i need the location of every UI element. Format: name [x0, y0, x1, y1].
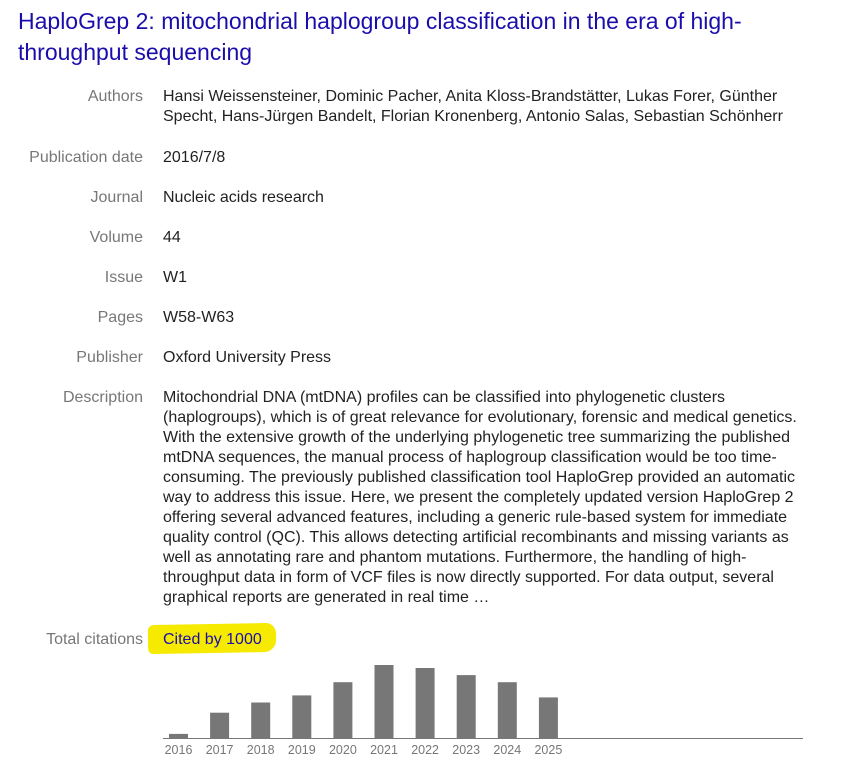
- pages-label: Pages: [97, 309, 143, 326]
- authors-label: Authors: [87, 88, 143, 105]
- citation-bar-2020[interactable]: [333, 682, 352, 738]
- year-label-2018: 2018: [246, 743, 275, 757]
- citation-bar-2016[interactable]: [169, 734, 188, 738]
- citation-bar-2025[interactable]: [539, 697, 558, 738]
- citation-bar-2019[interactable]: [292, 695, 311, 738]
- year-label-2016: 2016: [164, 743, 193, 757]
- volume-label: Volume: [89, 229, 143, 246]
- description-value: Mitochondrial DNA (mtDNA) profiles can be classified into phylogenetic clusters (haplogroups), which is of great relevance for evolutionary, forensic and medical genetics. With the extensive growth of the underlying phylogenetic tree summarizing the published mtDNA sequences, the manual process of haplogroup classification would be too time-consuming. The previously published classification tool HaploGrep provided an automatic way to address this issue. Here, we present the completely updated version HaploGrep 2 offering several advanced features, including a generic rule-based system for immediate quality control (QC). This allows detecting artificial recombinants and missing variants as well as annotating rare and phantom mutations. Furthermore, the handling of high-throughput data in form of VCF files is now directly supported. For data output, several graphical reports are generated in real time …: [163, 389, 797, 606]
- pages-value: W58-W63: [163, 309, 235, 326]
- publication-date-label: Publication date: [29, 149, 143, 166]
- publisher-label: Publisher: [76, 349, 143, 366]
- year-label-2021: 2021: [370, 743, 398, 757]
- year-label-2025: 2025: [534, 743, 563, 757]
- citation-bar-2023[interactable]: [457, 675, 476, 738]
- article-title-link[interactable]: HaploGrep 2: mitochondrial haplogroup classification in the era of high-throughput sequencing: [18, 8, 742, 65]
- publication-date-value: 2016/7/8: [163, 149, 226, 166]
- journal-label: Journal: [90, 189, 143, 206]
- citation-bar-2022[interactable]: [416, 668, 435, 738]
- total-citations-label: Total citations: [46, 631, 143, 648]
- issue-value: W1: [163, 269, 187, 286]
- year-label-2020: 2020: [328, 743, 357, 757]
- year-label-2019: 2019: [287, 743, 316, 757]
- publisher-value: Oxford University Press: [163, 349, 332, 366]
- year-label-2023: 2023: [452, 743, 481, 757]
- issue-label: Issue: [104, 269, 143, 286]
- authors-value: Hansi Weissensteiner, Dominic Pacher, Anita Kloss-Brandstätter, Lukas Forer, Günther Specht, Hans-Jürgen Bandelt, Florian Kronenberg, Antonio Salas, Sebastian Schönherr: [163, 88, 783, 125]
- journal-value: Nucleic acids research: [163, 189, 324, 206]
- volume-value: 44: [163, 229, 181, 246]
- citation-bar-2024[interactable]: [498, 682, 517, 738]
- citation-bar-2017[interactable]: [210, 713, 229, 738]
- description-label: Description: [62, 389, 143, 406]
- year-label-2022: 2022: [411, 743, 440, 757]
- year-label-2024: 2024: [493, 743, 522, 757]
- year-label-2017: 2017: [205, 743, 234, 757]
- citation-bar-2021[interactable]: [375, 665, 394, 738]
- citation-bar-2018[interactable]: [251, 703, 270, 739]
- cited-by-link[interactable]: Cited by 1000: [163, 631, 262, 648]
